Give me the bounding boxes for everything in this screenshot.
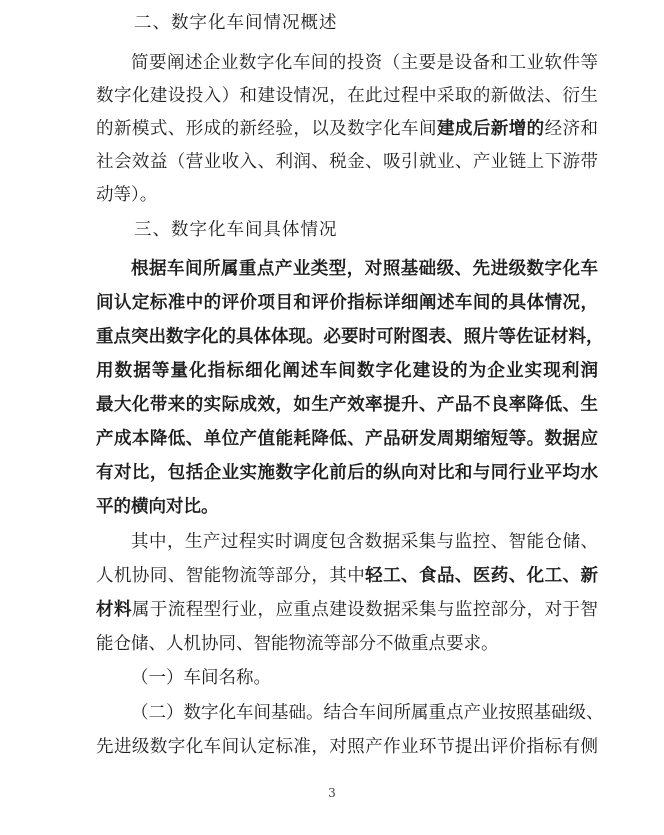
section-3-item-2-line-2: 先进级数字化车间认定标准，对照产作业环节提出评价指标有侧 <box>96 737 598 757</box>
section-3-para2-line-4: 能仓储、人机协同、智能物流等部分不做重点要求。 <box>96 634 499 654</box>
section-3-para2-line-2-bold: 轻工、食品、医药、化工、新 <box>365 566 599 586</box>
section-2-line-3-pre: 的新模式、形成的新经验，以及数字化车间 <box>96 119 437 139</box>
section-2-line-5: 动等）。 <box>96 185 158 205</box>
section-3-bold-line-1: 根据车间所属重点产业类型，对照基础级、先进级数字化车 <box>131 259 598 279</box>
section-3-para2-line-1: 其中，生产过程实时调度包含数据采集与监控、智能仓储、 <box>131 532 598 552</box>
section-3-bold-line-3: 重点突出数字化的具体体现。必要时可附图表、照片等佐证材料， <box>96 327 604 347</box>
section-2-line-3-post: 经济和 <box>544 119 599 139</box>
section-3-bold-line-2: 间认定标准中的评价项目和评价指标详细阐述车间的具体情况， <box>96 293 598 313</box>
section-3-para2-line-3 <box>96 599 598 621</box>
section-2-line-4: 社会效益（营业收入、利润、税金、吸引就业、产业链上下游带 <box>96 152 598 172</box>
section-3-heading: 三、数字化车间具体情况 <box>134 220 338 240</box>
section-3-para2-line-3-bold: 材料 <box>96 600 132 620</box>
section-3-bold-line-4: 用数据等量化指标细化阐述车间数字化建设的为企业实现利润 <box>96 361 598 381</box>
section-3-bold-line-5: 最大化带来的实际成效，如生产效率提升、产品不良率降低、生 <box>96 395 598 415</box>
section-3-item-1: （一）车间名称。 <box>131 668 271 688</box>
page-number: 3 <box>328 786 336 800</box>
section-2-heading: 二、数字化车间情况概述 <box>134 13 338 33</box>
section-3-para2-line-3-post: 属于流程型行业，应重点建设数据采集与监控部分，对于智 <box>131 600 598 620</box>
section-3-bold-line-7: 有对比，包括企业实施数字化前后的纵向对比和与同行业平均水 <box>96 463 598 483</box>
section-2-line-1: 简要阐述企业数字化车间的投资（主要是设备和工业软件等 <box>131 53 598 73</box>
section-3-para2-line-2-pre: 人机协同、智能物流等部分，其中 <box>96 566 366 586</box>
section-2-line-3 <box>96 118 598 140</box>
section-3-bold-line-8: 平的横向对比。 <box>96 497 219 517</box>
section-3-item-2-line-1: （二）数字化车间基础。结合车间所属重点产业按照基础级、 <box>131 703 604 723</box>
section-2-line-2: 数字化建设投入）和建设情况，在此过程中采取的新做法、衍生 <box>96 86 598 106</box>
section-2-line-3-bold: 建成后新增的 <box>436 119 545 139</box>
section-3-bold-line-6: 产成本降低、单位产值能耗降低、产品研发周期缩短等。数据应 <box>96 429 598 449</box>
section-3-para2-line-2 <box>96 565 598 587</box>
